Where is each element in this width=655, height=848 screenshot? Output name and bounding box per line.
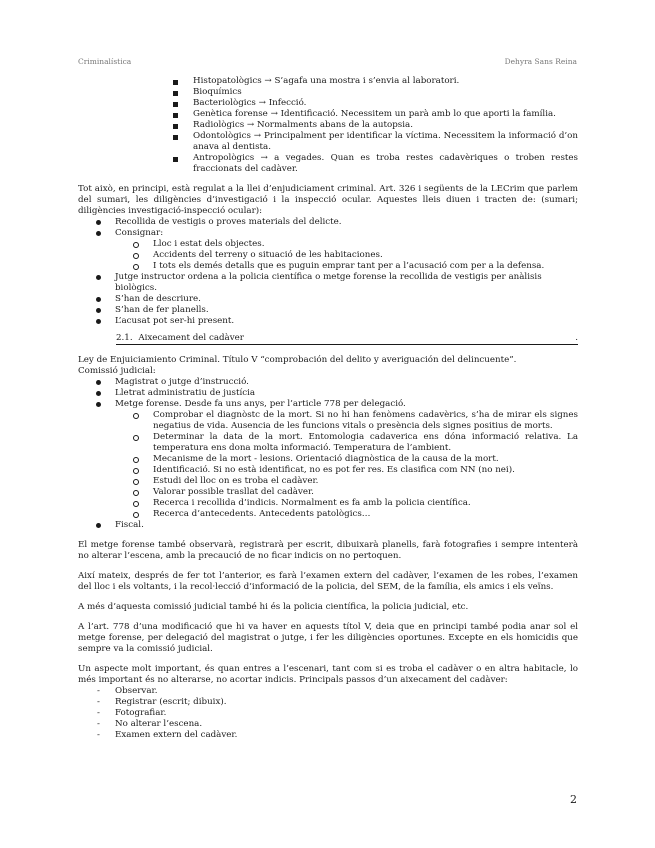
circle-bullet-icon <box>133 490 139 496</box>
steps-list <box>97 686 578 741</box>
list-item: - Examen extern del cadàver. <box>97 730 238 740</box>
list-item: Histopatològics → S’agafa una mostra i s’envia al laboratori. <box>193 76 578 87</box>
circle-bullet-icon <box>133 457 139 463</box>
paragraph-scene: Un aspecte molt important, és quan entres a l’escenari, tant com si es troba el cadàver o en altra habitacle, lo més important és no alterarse, no acortar indicis. Principals passos d’un aixecament del cadàver: <box>78 664 578 685</box>
circle-bullet-icon <box>133 253 139 259</box>
dash-bullet-icon: - <box>97 708 100 718</box>
page-number: 2 <box>570 793 577 806</box>
dash-bullet-icon: - <box>97 697 100 707</box>
square-bullet-icon <box>173 157 178 162</box>
circle-bullet-icon <box>133 479 139 485</box>
circle-bullet-icon <box>133 435 139 441</box>
diligencies-list <box>115 217 578 327</box>
bullet-icon <box>96 523 101 528</box>
list-item: Identificació. Si no està identificat, no es pot fer res. Es clasifica com NN (no nei). <box>153 465 578 476</box>
commission-label: Comissió judicial: <box>78 366 156 376</box>
paragraph-external-exam: Així mateix, després de fer tot l’anterior, es farà l’examen extern del cadàver, l’examen de les robes, l’examen del lloc i els voltants, i la recol·lecció d’informació de la policia, del SEM, de la família, els amics i els veïns. <box>78 571 578 592</box>
list-item: Comprobar el diagnòstc de la mort. Si no hi han fenòmens cadavèrics, s’ha de mirar els signes negatius de vida. Ausencia de les funcions vitals o presència dels signes positius de morts. <box>153 410 578 432</box>
section-heading <box>116 333 578 346</box>
paragraph-police: A més d’aquesta comissió judicial també hi és la policia científica, la policia judicial, etc. <box>78 602 469 612</box>
circle-bullet-icon <box>133 468 139 474</box>
section-number: 2.1. <box>116 333 133 343</box>
list-item: Bioquímics <box>193 87 578 98</box>
dash-bullet-icon: - <box>97 719 100 729</box>
list-item: - No alterar l’escena. <box>97 719 203 729</box>
commission-list <box>115 377 578 531</box>
list-item: Accidents del terreny o situació de les habitaciones. <box>153 250 578 261</box>
bullet-icon <box>96 220 101 225</box>
list-item: Lletrat administratiu de justícia <box>115 388 578 399</box>
list-item: Valorar possible trasllat del cadàver. <box>153 487 578 498</box>
paragraph-lecrim: Tot això, en principi, està regulat a la llei d’enjudiciament criminal. Art. 326 i següents de la LECrim que parlem del sumari, les diligències d’investigació i la inspecció ocular. Aquestes lleis diuen i tracten de: (sumari; diligències investigació-inspecció ocular): <box>78 184 578 216</box>
bullet-icon <box>96 319 101 324</box>
paragraph-lecrim-title: Ley de Enjuiciamiento Criminal. Título V “comprobación del delito y averiguación del delincuente”. <box>78 355 517 365</box>
list-item: Metge forense. Desde fa uns anys, per l’article 778 per delegació. Comprobar el diagnòstc de la mort. Si no hi han fenòmens cadavèrics, s’ha de mirar els signes negatius de vida. Ausencia de les funcions vitals o presència dels signes positius de morts. Determinar la data de la mort. Entomologia cadaverica ens dóna informació relativa. La temperatura ens dona molta informació. Temperatura de l’ambient. Mecanisme de la mort - lesions. Orientació diagnòstica de la causa de la mort. Identificació. Si no està identificat, no es pot fer res. Es clasifica com NN (no nei). Estudi del lloc on es troba el cadàver. Valorar possible trasllat del cadàver. Recerca i recollida d’indicis. Normalment es fa amb la policia científica. Recerca d’antecedents. Antecedents patològics… <box>115 399 578 520</box>
forensic-tasks-sublist <box>153 410 578 520</box>
list-item: S’han de fer planells. <box>115 305 578 316</box>
list-item: I tots els demés detalls que es puguin emprar tant per a l’acusació com per a la defensa. <box>153 261 578 272</box>
list-item: Fiscal. <box>115 520 578 531</box>
header-course: Criminalística <box>78 57 132 66</box>
bullet-icon <box>96 402 101 407</box>
bullet-icon <box>96 231 101 236</box>
square-bullet-icon <box>173 91 178 96</box>
list-item: Recerca d’antecedents. Antecedents patològics… <box>153 509 578 520</box>
square-bullet-icon <box>173 102 178 107</box>
list-item: Determinar la data de la mort. Entomologia cadaverica ens dóna informació relativa. La temperatura ens dona molta informació. Temperatura de l’ambient. <box>153 432 578 454</box>
circle-bullet-icon <box>133 512 139 518</box>
square-bullet-icon <box>173 113 178 118</box>
list-item: Recollida de vestigis o proves materials del delicte. <box>115 217 578 228</box>
list-item: - Fotografiar. <box>97 708 167 718</box>
list-item: Antropològics → a vegades. Quan es troba restes cadavèriques o troben restes fraccionats del cadàver. <box>193 153 578 175</box>
square-bullet-icon <box>173 124 178 129</box>
section-title: Aixecament del cadàver <box>138 333 244 343</box>
bullet-icon <box>96 380 101 385</box>
bullet-icon <box>96 308 101 313</box>
list-item: Bacteriològics → Infecció. <box>193 98 578 109</box>
circle-bullet-icon <box>133 413 139 419</box>
list-item: Lloc i estat dels objectes. <box>153 239 578 250</box>
list-item: Radiològics → Normalments abans de la autopsia. <box>193 120 578 131</box>
circle-bullet-icon <box>133 264 139 270</box>
list-item: - Registrar (escrit; dibuix). <box>97 697 227 707</box>
circle-bullet-icon <box>133 501 139 507</box>
specialist-list <box>193 76 578 175</box>
list-item: Genètica forense → Identificació. Necessitem un parà amb lo que aporti la família. <box>193 109 578 120</box>
list-item: Consignar: Lloc i estat dels objectes. Accidents del terreny o situació de les habitaciones. I tots els demés detalls que es puguin emprar tant per a l’acusació com per a la defensa. <box>115 228 578 272</box>
list-item: - Observar. <box>97 686 158 696</box>
list-item: Magistrat o jutge d’instrucció. <box>115 377 578 388</box>
bullet-icon <box>96 391 101 396</box>
list-item: L’acusat pot ser-hi present. <box>115 316 578 327</box>
header-author: Dehyra Sans Reina <box>504 57 577 66</box>
list-item: Estudi del lloc on es troba el cadàver. <box>153 476 578 487</box>
list-item: S’han de descriure. <box>115 294 578 305</box>
dash-bullet-icon: - <box>97 686 100 696</box>
bullet-icon <box>96 275 101 280</box>
section-trailing: . <box>575 333 578 343</box>
paragraph-art-778: A l’art. 778 d’una modificació que hi va haver en aquests títol V, deia que en principi també podia anar sol el metge forense, per delegació del magistrat o jutge, i fer les diligències oportunes. Excepte en els homicidis que sempre va la comissió judicial. <box>78 622 578 654</box>
paragraph-forensic-observation: El metge forense també observarà, registrarà per escrit, dibuixarà planells, farà fotografies i sempre intenterà no alterar l’escena, amb la precaució de no ficar indicis on no pertoquen. <box>78 540 578 561</box>
bullet-icon <box>96 297 101 302</box>
list-item: Mecanisme de la mort - lesions. Orientació diagnòstica de la causa de la mort. <box>153 454 578 465</box>
list-item: Odontològics → Principalment per identificar la víctima. Necessitem la informació d’on anava al dentista. <box>193 131 578 153</box>
circle-bullet-icon <box>133 242 139 248</box>
square-bullet-icon <box>173 80 178 85</box>
square-bullet-icon <box>173 135 178 140</box>
page-content <box>78 76 578 741</box>
dash-bullet-icon: - <box>97 730 100 740</box>
list-item: Recerca i recollida d’indicis. Normalment es fa amb la policia científica. <box>153 498 578 509</box>
list-item: Jutge instructor ordena a la policia científica o metge forense la recollida de vestigis per anàlisis biològics. <box>115 272 578 294</box>
consignar-sublist <box>153 239 578 272</box>
